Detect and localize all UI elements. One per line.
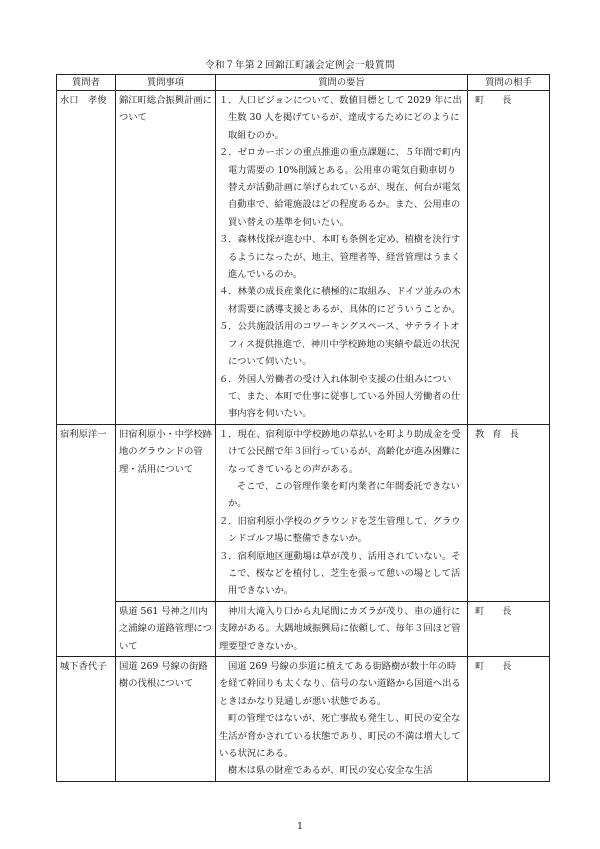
question-point: ２．ゼロカーボンの重点推進の重点課題に、５年間で町内電力需要の 10%削減とある。公用車の電気自動車切り替えが活動計画に挙げられているが、現在、何台が電気自動車で、給電施設はどの程度あるか。また、公用車の買い替えの基準を伺いたい。 <box>219 147 461 228</box>
page-number: 1 <box>296 821 304 832</box>
question-point: ３．宿利原地区運動場は草が茂り、活用されていない。そこで、桜などを植付し、芝生を張って憩いの場として活用できないか。 <box>219 550 461 597</box>
question-point: ６．外国人労働者の受け入れ体制や支援の仕組みについて、また、本町で仕事に従事している外国人労働者の仕事内容を伺いたい。 <box>219 373 461 420</box>
header-subject: 質問事項 <box>116 75 216 91</box>
addressee-cell <box>468 91 550 425</box>
addressee-text: 町長 <box>475 661 530 672</box>
addressee-cell <box>468 601 550 656</box>
addressee-text: 町長 <box>475 605 530 617</box>
question-point: そこで、この管理作業を町内業者に年間委託できないか。 <box>228 480 460 510</box>
table-row <box>57 657 550 782</box>
points-cell <box>216 91 468 425</box>
subject-cell: 県道 561 号神之川内之浦線の道路管理について <box>116 601 216 656</box>
question-point: 町の管理ではないが、死亡事故も発生し、町民の安全な生活が脅かされている状態であり、町民の不満は増大している状況にある。 <box>219 713 461 760</box>
table-row <box>57 424 550 601</box>
addressee-cell <box>468 657 550 782</box>
points-cell <box>216 601 468 656</box>
question-point: 樹木は県の財産であるが、町民の安心安全な生活 <box>228 765 433 777</box>
questioner-cell: 城下香代子 <box>57 657 116 782</box>
question-point: １．人口ビジョンについて、数値目標として 2029 年に出生数 30 人を掲げているが、達成するためにどのように取組むのか。 <box>219 95 462 141</box>
addressee-text: 町長 <box>475 95 530 106</box>
subject-cell: 国道 269 号線の街路樹の伐根について <box>116 657 216 782</box>
questioner-cell: 宿利原洋一 <box>57 424 116 656</box>
header-points: 質問の要旨 <box>216 75 468 91</box>
page-title: 令和７年第２回錦江町議会定例会一般質問 <box>204 60 395 71</box>
questioner-cell: 水口 孝俊 <box>57 91 116 425</box>
question-point: １．現在、宿利原中学校跡地の草払いを町より助成金を受けて公民館で年３回行っているが、高齢化が進み困難になってきているとの声がある。 <box>219 428 461 475</box>
header-questioner: 質問者 <box>57 75 116 91</box>
header-addressee: 質問の相手 <box>468 75 550 91</box>
questions-table <box>56 74 550 782</box>
table-header-row <box>57 75 550 91</box>
points-cell <box>216 657 468 782</box>
question-point: ５．公共施設活用のコワーキングスペース、サテライトオフィス提供推進で、神川中学校跡地の実績や最近の状況について伺いたい。 <box>219 321 460 368</box>
points-cell <box>216 424 468 601</box>
subject-cell: 錦江町総合振興計画について <box>116 91 216 425</box>
question-point: ３．森林伐採が進む中、本町も条例を定め、植樹を決行するようになったが、地主、管理者等、経営管理はうまく進んでいるのか。 <box>219 234 461 281</box>
question-point: 国道 269 号線の歩道に植えてある街路樹が数十年の時を経て幹回りも太くなり、信号のない道路から国道へ出るときはかなり見通しが悪い状態である。 <box>219 661 461 707</box>
subject-cell: 旧宿利原小・中学校跡地のグラウンドの管理・活用について <box>116 424 216 601</box>
question-point: ２．旧宿利原小学校のグラウンドを芝生管理して、グラウンドゴルフ場に整備できないか。 <box>219 515 461 545</box>
question-point: 神川大滝入り口から丸尾間にカズラが茂り、車の通行に支障がある。大隅地域振興局に依頼して、毎年３回ほど管理要望できないか。 <box>219 605 461 652</box>
question-point: ４．林業の成長産業化に積極的に取組み、ドイツ並みの木材需要に誘導支援とあるが、具体的にどういうことか。 <box>219 286 461 315</box>
table-row <box>57 91 550 425</box>
addressee-text: 教育長 <box>475 428 527 440</box>
table-row <box>57 601 550 656</box>
addressee-cell <box>468 424 550 601</box>
